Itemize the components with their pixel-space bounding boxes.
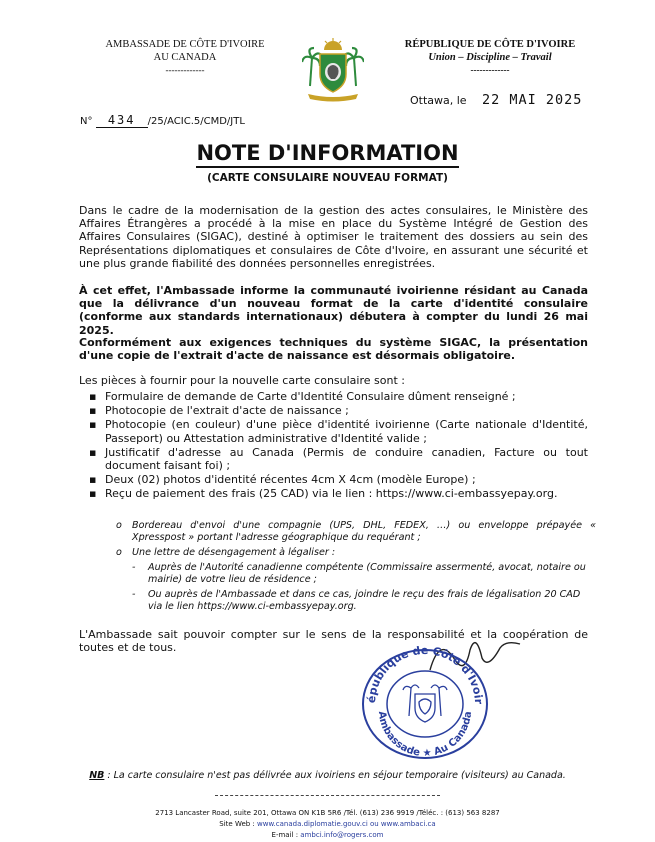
list-item: ▪ Justificatif d'adresse au Canada (Permis de conduire canadien, Facture ou tout document faisant foi) ;	[79, 446, 588, 472]
seal-bottom-text: Ambassade ★ Au Canada	[375, 710, 475, 760]
header-right-divider: -------------	[470, 65, 510, 75]
reference-prefix: N°	[80, 116, 93, 127]
footer-website	[0, 819, 655, 829]
sub-dash-item-text: Auprès de l'Autorité canadienne compétente (Commissaire assermenté, avocat, notaire ou mairie) de votre lieu de résidence ;	[148, 562, 586, 585]
document-title-text: NOTE D'INFORMATION	[196, 141, 458, 168]
requirement-paragraph: Conformément aux exigences techniques du système SIGAC, la présentation d'une copie de l'extrait d'acte de naissance est désormais obligatoire.	[79, 336, 588, 363]
circle-bullet-icon: o	[116, 547, 122, 558]
list-item: ▪ Reçu de paiement des frais (25 CAD) via le lien : https://www.ci-embassyepay.org.	[79, 487, 588, 500]
header-left-divider: -------------	[165, 65, 205, 75]
sub-item-bordereau-text: Bordereau d'envoi d'une compagnie (UPS, DHL, FEDEX, …) ou enveloppe prépayée « Xpresspost » portant l'adresse géographique du requérant ;	[132, 520, 596, 543]
document-title	[0, 141, 655, 165]
nb-label: NB	[89, 770, 105, 781]
list-item: ▪ Photocopie (en couleur) d'une pièce d'identité ivoirienne (Carte nationale d'Identité, Passeport) ou Attestation administrative d'Identité valide ;	[79, 418, 588, 444]
footer-divider	[215, 795, 440, 796]
required-documents-list	[79, 390, 588, 502]
footer-website-link[interactable]: www.canada.diplomatie.gouv.ci ou www.ambaci.ca	[257, 820, 436, 828]
document-date	[410, 92, 590, 112]
seal-top-text: épublique de Côte d'Ivoir	[364, 646, 486, 705]
intro-paragraph: Dans le cadre de la modernisation de la gestion des actes consulaires, le Ministère des Affaires Étrangères a procédé à la mise en place du Système Intégré de Gestion des Affaires Consulaires (SIGAC), destiné à optimiser le traitement des dossiers au sein des Représentations diplomatiques et consulaires de Côte d'Ivoire, en assurant une sécurité et une plus grande fiabilité des données personnelles enregistrées.	[79, 204, 588, 270]
header-embassy-location: AU CANADA	[153, 52, 217, 63]
header-republic	[390, 38, 590, 77]
header-motto: Union – Discipline – Travail	[428, 52, 552, 63]
sub-dash-item-text: Ou auprès de l'Ambassade et dans ce cas, joindre le reçu des frais de légalisation 20 CAD via le lien https://www.ci-embassyepay.org.	[148, 589, 581, 612]
list-item: ▪ Deux (02) photos d'identité récentes 4cm X 4cm (modèle Europe) ;	[79, 473, 588, 486]
header-republic-name: RÉPUBLIQUE DE CÔTE D'IVOIRE	[404, 39, 576, 50]
reference-number	[80, 113, 245, 128]
embassy-seal	[355, 646, 495, 762]
sub-item-lettre	[116, 547, 596, 627]
nb-text: : La carte consulaire n'est pas délivrée aux ivoiriens en séjour temporaire (visiteurs) au Canada.	[104, 770, 566, 781]
coat-of-arms-icon	[302, 36, 364, 102]
note-bene	[0, 770, 655, 781]
dash-bullet-icon: -	[132, 562, 136, 573]
footer-address: 2713 Lancaster Road, suite 201, Ottawa ON K1B 5R6 /Tél. (613) 236 9919 /Téléc. : (613) 563 8287	[155, 809, 500, 817]
header-embassy-name: AMBASSADE DE CÔTE D'IVOIRE	[105, 39, 265, 50]
footer-email-link[interactable]: ambci.info@rogers.com	[300, 831, 384, 839]
circle-bullet-icon: o	[116, 520, 122, 531]
date-value: 22 MAI 2025	[482, 92, 583, 108]
closing-paragraph: L'Ambassade sait pouvoir compter sur le sens de la responsabilité et la coopération de toutes et de tous.	[79, 628, 588, 655]
footer-website-label: Site Web :	[219, 820, 258, 828]
reference-number-value: 434	[96, 113, 148, 128]
sub-item-bordereau	[116, 520, 596, 546]
footer-email	[0, 830, 655, 840]
list-item: ▪ Photocopie de l'extrait d'acte de naissance ;	[79, 404, 588, 417]
date-label: Ottawa, le	[410, 94, 467, 107]
footer-email-label: E-mail :	[271, 831, 301, 839]
header-embassy	[70, 38, 300, 77]
list-item: ▪ Formulaire de demande de Carte d'Identité Consulaire dûment renseigné ;	[79, 390, 588, 403]
reference-suffix: /25/ACIC.5/CMD/JTL	[147, 116, 245, 127]
announcement-paragraph: À cet effet, l'Ambassade informe la communauté ivoirienne résidant au Canada que la délivrance d'un nouveau format de la carte d'identité consulaire (conforme aux standards internationaux) débutera à compter du lundi 26 mai 2025.	[79, 284, 588, 337]
pieces-intro: Les pièces à fournir pour la nouvelle carte consulaire sont :	[79, 374, 405, 387]
dash-bullet-icon: -	[132, 589, 136, 600]
sub-item-lettre-text: Une lettre de désengagement à légaliser :	[132, 547, 336, 558]
document-subtitle: (CARTE CONSULAIRE NOUVEAU FORMAT)	[207, 172, 448, 184]
